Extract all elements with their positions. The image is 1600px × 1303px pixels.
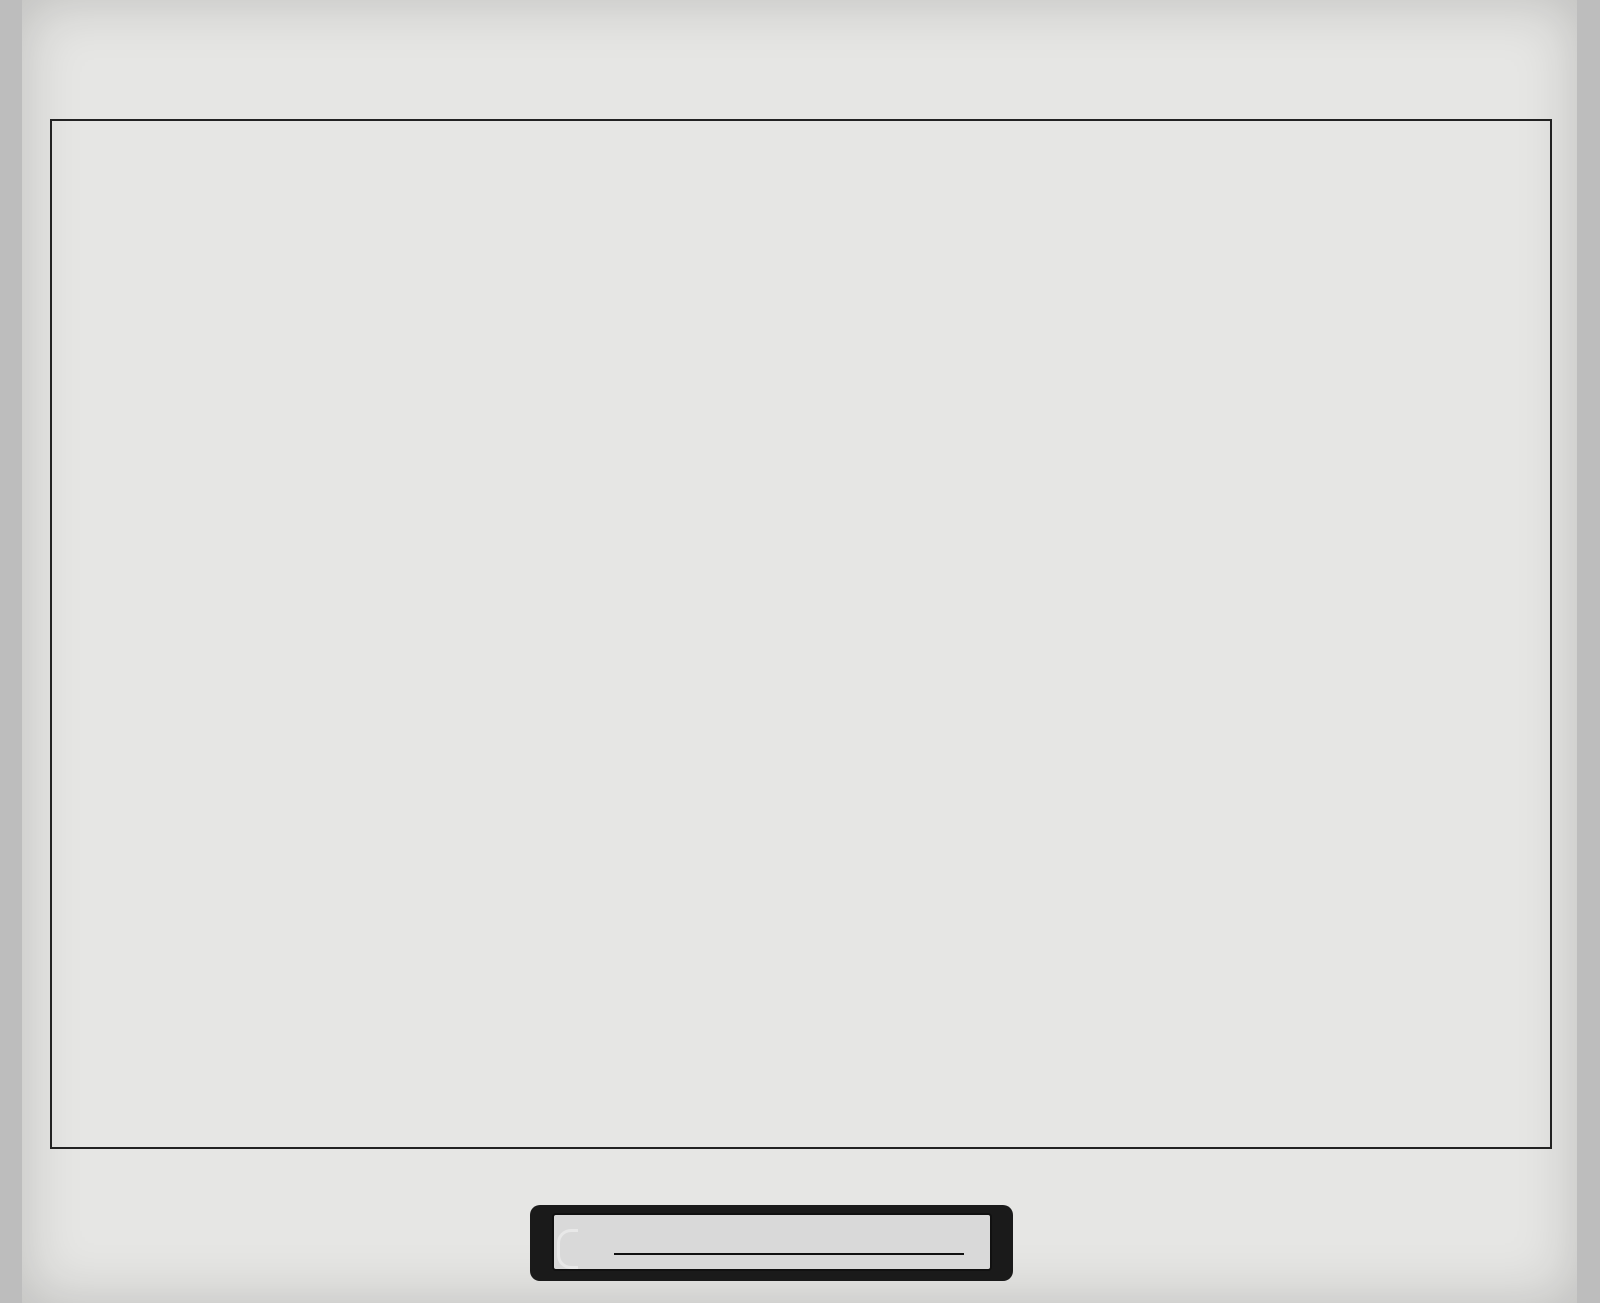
stamp-plate [552, 1213, 992, 1271]
stamp-scale [614, 1253, 964, 1267]
table-frame [50, 119, 1552, 1149]
library-stamp [530, 1205, 1013, 1281]
stamp-hook-icon [557, 1229, 578, 1269]
